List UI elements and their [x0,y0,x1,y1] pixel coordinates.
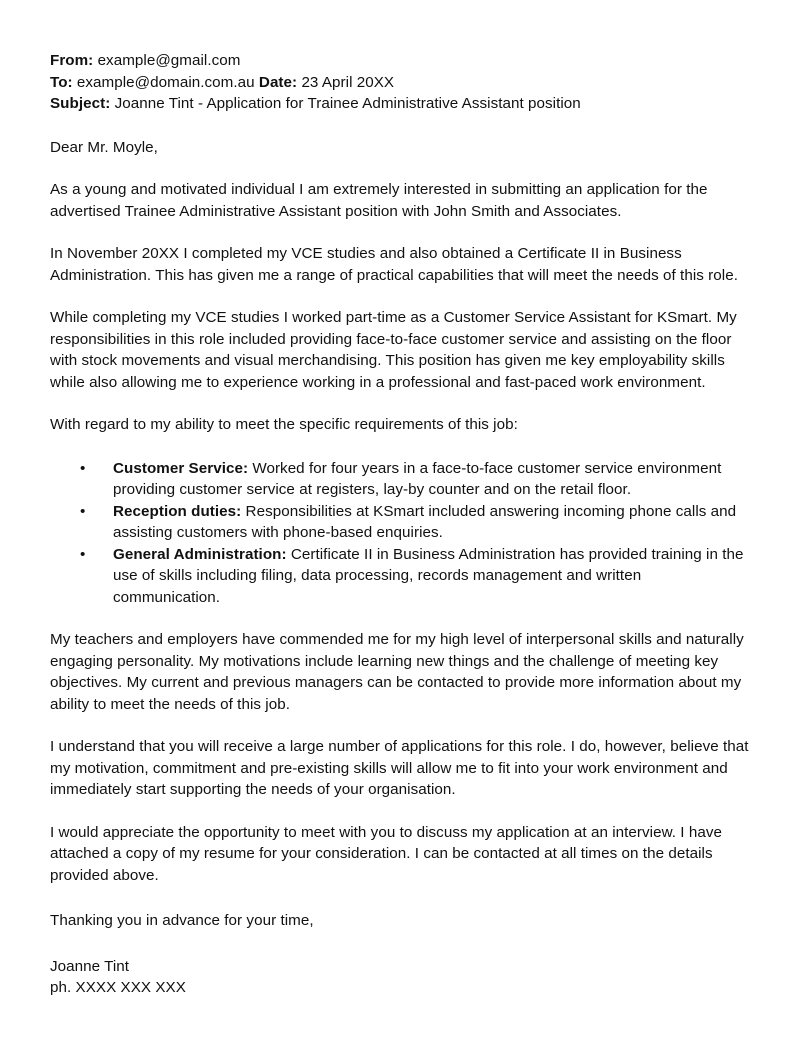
bullet-lead-label: General Administration: [113,545,287,563]
header-line-subject [50,93,750,115]
bullet-text: Worked for four years in a face-to-face customer service environment providing customer service at registers, lay-by counter and on the retail floor. [113,459,722,498]
to-label: To: [50,73,73,91]
date-label: Date: [258,73,298,91]
header-line-to-date [50,72,750,94]
skills-list [50,458,750,609]
paragraph-4: My teachers and employers have commended me for my high level of interpersonal skills and naturally engaging personality. My motivations include learning new things and the challenge of meeting key objectives. My current and previous managers can be contacted to provide more information about my ability to meet the needs of this job. [50,631,744,713]
bullet-icon: • [80,545,86,563]
signature-phone: ph. XXXX XXX XXX [50,979,186,996]
subject-label: Subject: [50,95,111,112]
paragraph-3: While completing my VCE studies I worked part-time as a Customer Service Assistant for KSmart. My responsibilities in this role included providing face-to-face customer service and assisting on the floor with stock movements and visual merchandising. This position has given me key employability skills while also allowing me to experience working in a professional and fast-paced work environment. [50,309,737,391]
date-value: 23 April 20XX [301,73,395,91]
cover-letter-body [50,50,750,999]
paragraph-1: As a young and motivated individual I am extremely interested in submitting an application for the advertised Trainee Administrative Assistant position with John Smith and Associates. [50,181,708,220]
paragraph-6: I would appreciate the opportunity to meet with you to discuss my application at an interview. I have attached a copy of my resume for your consideration. I can be contacted at all times on the details provided above. [50,823,722,884]
bullet-text: Responsibilities at KSmart included answering incoming phone calls and assisting customers with phone-based enquiries. [113,502,737,541]
to-value: example@domain.com.au [76,73,255,91]
closing-line: Thanking you in advance for your time, [50,912,314,929]
bullet-lead-label: Reception duties: [113,502,242,520]
subject-value: Joanne Tint - Application for Trainee Administrative Assistant position [114,95,581,112]
letter-header [50,50,750,115]
bullet-text: Certificate II in Business Administration has provided training in the use of skills including filing, data processing, records management and written communication. [113,545,744,606]
list-item [50,458,750,501]
signature-block [50,956,750,999]
from-label: From: [50,52,94,69]
header-line-from [50,50,750,72]
paragraph-2: In November 20XX I completed my VCE studies and also obtained a Certificate II in Business Administration. This has given me a range of practical capabilities that will meet the needs of this role. [50,245,738,284]
bullet-icon: • [80,459,86,477]
from-value: example@gmail.com [97,52,241,69]
list-item [50,501,750,544]
signature-name: Joanne Tint [50,957,130,975]
paragraph-5: I understand that you will receive a large number of applications for this role. I do, however, believe that my motivation, commitment and pre-existing skills will allow me to fit into your work environment and immediately start supporting the needs of your organisation. [50,738,749,798]
bullet-icon: • [80,502,86,520]
salutation: Dear Mr. Moyle, [50,138,158,156]
list-item [50,544,750,609]
list-intro: With regard to my ability to meet the specific requirements of this job: [50,416,518,433]
bullet-lead-label: Customer Service: [113,459,249,477]
